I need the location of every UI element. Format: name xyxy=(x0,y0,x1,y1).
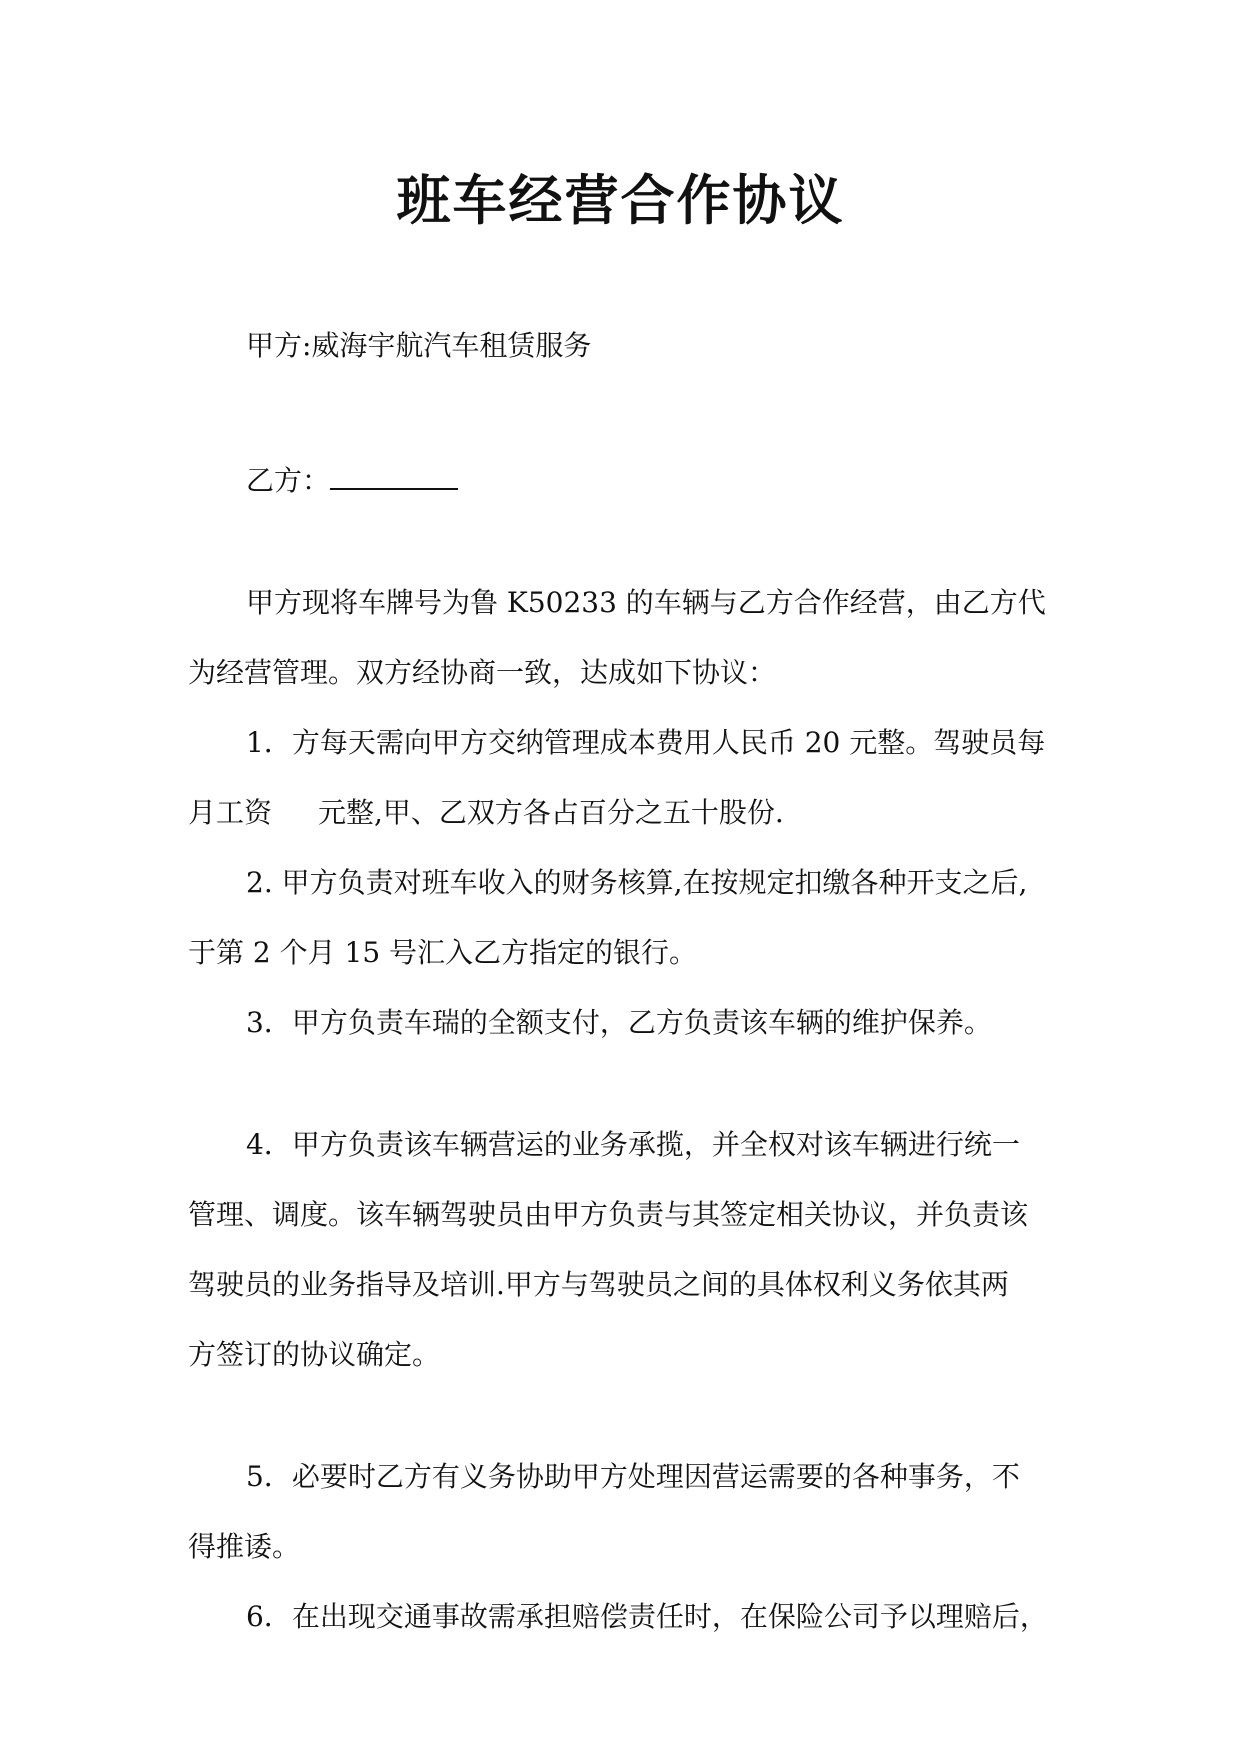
party-b-label: 乙方： xyxy=(246,464,331,497)
clause-4-line-3: 驾驶员的业务指导及培训.甲方与驾驶员之间的具体权利义务依其两 xyxy=(188,1268,1009,1301)
clause-5-line-2: 得推诿。 xyxy=(188,1530,301,1563)
clause-2-line-1: 2. 甲方负责对班车收入的财务核算,在按规定扣缴各种开支之后, xyxy=(246,866,1028,899)
clause-1-line-2 xyxy=(188,793,784,833)
clause-1-salary-label: 月工资 xyxy=(188,796,273,829)
party-b-line xyxy=(246,461,458,501)
clause-1-line-1: 1．方每天需向甲方交纳管理成本费用人民币 20 元整。驾驶员每 xyxy=(246,726,1046,759)
clause-3-line-1: 3．甲方负责车瑞的全额支付，乙方负责该车辆的维护保养。 xyxy=(246,1006,992,1039)
clause-4-line-1: 4．甲方负责该车辆营运的业务承揽，并全权对该车辆进行统一 xyxy=(246,1128,1020,1161)
party-b-blank xyxy=(330,462,458,490)
party-a-line: 甲方:威海宇航汽车租赁服务 xyxy=(246,329,592,362)
document-title: 班车经营合作协议 xyxy=(396,168,845,232)
intro-line-2: 为经营管理。双方经协商一致，达成如下协议： xyxy=(188,656,777,689)
clause-4-line-2: 管理、调度。该车辆驾驶员由甲方负责与其签定相关协议，并负责该 xyxy=(188,1198,1029,1231)
clause-1-salary-rest: 元整,甲、乙双方各占百分之五十股份. xyxy=(318,796,784,829)
clause-6-line-1: 6．在出现交通事故需承担赔偿责任时，在保险公司予以理赔后， xyxy=(246,1600,1048,1633)
clause-4-line-4: 方签订的协议确定。 xyxy=(188,1338,441,1371)
clause-2-line-2: 于第 2 个月 15 号汇入乙方指定的银行。 xyxy=(188,936,698,969)
intro-line-1: 甲方现将车牌号为鲁 K50233 的车辆与乙方合作经营，由乙方代 xyxy=(246,586,1046,619)
clause-5-line-1: 5．必要时乙方有义务协助甲方处理因营运需要的各种事务，不 xyxy=(246,1460,1020,1493)
